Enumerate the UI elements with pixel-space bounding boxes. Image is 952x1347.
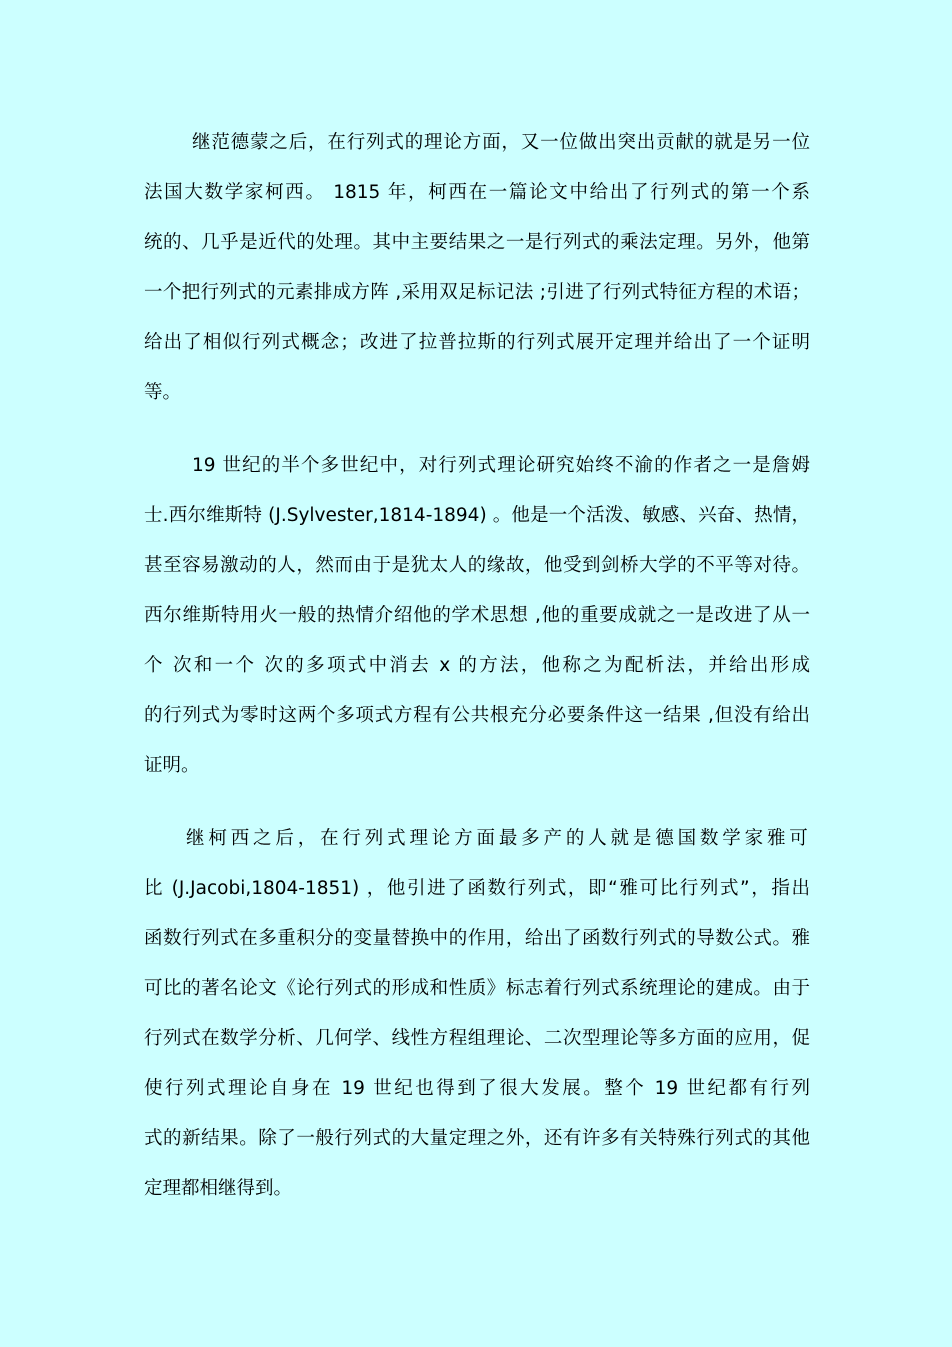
text-line: 比 (J.Jacobi,1804-1851) ，他引进了函数行列式，即“雅可比行列式”，指出 bbox=[144, 878, 810, 899]
text-line: 等。 bbox=[144, 382, 182, 403]
text-line: 证明。 bbox=[144, 755, 200, 776]
text-line: 士.西尔维斯特 (J.Sylvester,1814-1894) 。他是一个活泼、敏感、兴奋、热情， bbox=[144, 505, 810, 526]
document-page bbox=[144, 118, 810, 1237]
text-line: 函数行列式在多重积分的变量替换中的作用，给出了函数行列式的导数公式。雅 bbox=[144, 928, 810, 949]
text-line: 继范德蒙之后，在行列式的理论方面，又一位做出突出贡献的就是另一位 bbox=[192, 132, 810, 153]
text-line: 的行列式为零时这两个多项式方程有公共根充分必要条件这一结果 ,但没有给出 bbox=[144, 705, 810, 726]
paragraph-cauchy bbox=[144, 118, 810, 418]
text-line: 19 世纪的半个多世纪中，对行列式理论研究始终不渝的作者之一是詹姆 bbox=[192, 455, 810, 476]
text-line: 可比的著名论文《论行列式的形成和性质》标志着行列式系统理论的建成。由于 bbox=[144, 978, 810, 999]
text-line: 西尔维斯特用火一般的热情介绍他的学术思想 ,他的重要成就之一是改进了从一 bbox=[144, 605, 810, 626]
text-line: 甚至容易激动的人，然而由于是犹太人的缘故，他受到剑桥大学的不平等对待。 bbox=[144, 555, 810, 576]
text-line: 定理都相继得到。 bbox=[144, 1178, 293, 1199]
text-line: 使行列式理论自身在 19 世纪也得到了很大发展。整个 19 世纪都有行列 bbox=[144, 1078, 810, 1099]
text-line: 式的新结果。除了一般行列式的大量定理之外，还有许多有关特殊行列式的其他 bbox=[144, 1128, 810, 1149]
paragraph-sylvester bbox=[144, 441, 810, 791]
text-line: 一个把行列式的元素排成方阵 ,采用双足标记法 ;引进了行列式特征方程的术语； bbox=[144, 282, 810, 303]
text-line: 统的、几乎是近代的处理。其中主要结果之一是行列式的乘法定理。另外，他第 bbox=[144, 232, 810, 253]
text-line: 行列式在数学分析、几何学、线性方程组理论、二次型理论等多方面的应用，促 bbox=[144, 1028, 810, 1049]
text-line: 个 次和一个 次的多项式中消去 x 的方法，他称之为配析法，并给出形成 bbox=[144, 655, 810, 676]
paragraph-jacobi bbox=[144, 814, 810, 1214]
text-line: 给出了相似行列式概念；改进了拉普拉斯的行列式展开定理并给出了一个证明 bbox=[144, 332, 810, 353]
text-line: 继柯西之后，在行列式理论方面最多产的人就是德国数学家雅可 bbox=[186, 828, 810, 849]
text-line: 法国大数学家柯西。 1815 年，柯西在一篇论文中给出了行列式的第一个系 bbox=[144, 182, 810, 203]
